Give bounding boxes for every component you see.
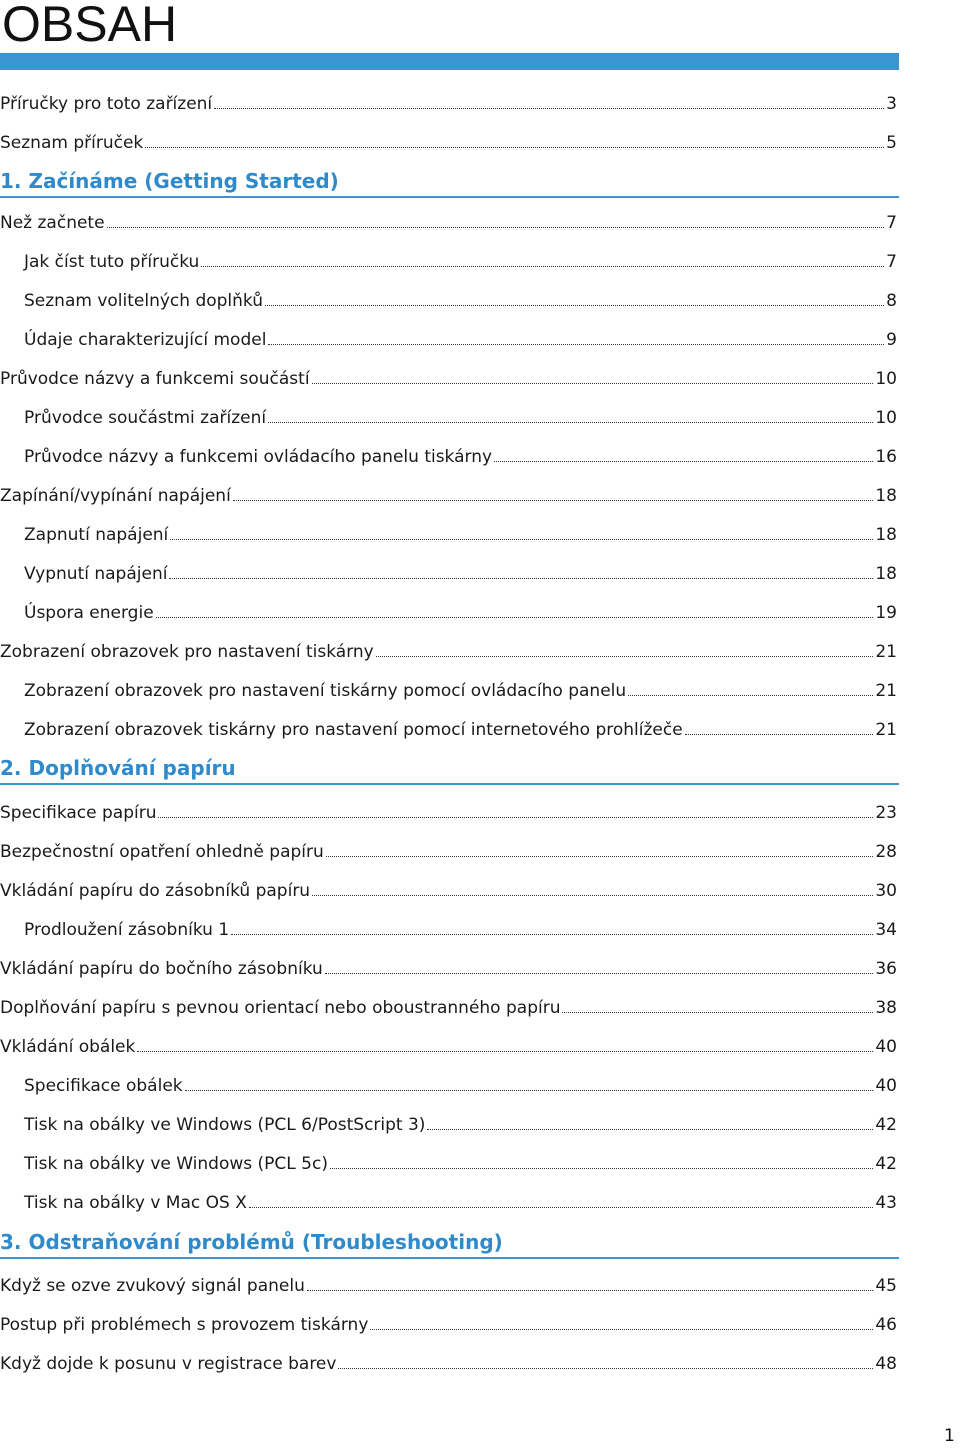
toc-entry-page: 21 bbox=[875, 681, 897, 701]
toc-subentry[interactable] bbox=[0, 247, 897, 273]
toc-entry-page: 45 bbox=[875, 1276, 897, 1296]
dot-leader bbox=[170, 539, 873, 540]
toc-subentry[interactable] bbox=[0, 286, 897, 312]
toc-entry-page: 46 bbox=[875, 1315, 897, 1335]
chapter-heading: 3. Odstraňování problémů (Troubleshooting) bbox=[0, 1227, 899, 1259]
toc-entry-page: 40 bbox=[875, 1076, 897, 1096]
toc-entry[interactable] bbox=[0, 837, 897, 863]
toc-entry-label: Tisk na obálky ve Windows (PCL 5c) bbox=[24, 1154, 328, 1174]
toc-entry-label: Seznam volitelných doplňků bbox=[24, 291, 264, 311]
toc-entry-page: 18 bbox=[875, 486, 897, 506]
dot-leader bbox=[231, 934, 873, 935]
toc-entry-page: 10 bbox=[875, 408, 897, 428]
dot-leader bbox=[265, 305, 884, 306]
toc-entry[interactable] bbox=[0, 128, 897, 154]
toc-entry-page: 48 bbox=[875, 1354, 897, 1374]
toc-entry-page: 16 bbox=[875, 447, 897, 467]
toc-entry-page: 42 bbox=[875, 1115, 897, 1135]
page-number: 1 bbox=[944, 1426, 955, 1446]
toc-entry-label: Tisk na obálky ve Windows (PCL 6/PostScript 3) bbox=[24, 1115, 426, 1135]
dot-leader bbox=[214, 108, 884, 109]
toc-entry-page: 21 bbox=[875, 720, 897, 740]
toc-entry-label: Specifikace papíru bbox=[0, 803, 157, 823]
toc-entry-label: Zobrazení obrazovek pro nastavení tiskárny bbox=[0, 642, 374, 662]
toc-subentry[interactable] bbox=[0, 1149, 897, 1175]
dot-leader bbox=[268, 344, 884, 345]
dot-leader bbox=[249, 1207, 874, 1208]
toc-subentry[interactable] bbox=[0, 598, 897, 624]
toc-entry-label: Seznam příruček bbox=[0, 133, 144, 153]
dot-leader bbox=[169, 578, 873, 579]
toc-entry-label: Jak číst tuto příručku bbox=[24, 252, 200, 272]
toc-entry-label: Doplňování papíru s pevnou orientací nebo oboustranného papíru bbox=[0, 998, 561, 1018]
dot-leader bbox=[201, 266, 884, 267]
toc-subentry[interactable] bbox=[0, 1110, 897, 1136]
toc-entry-page: 21 bbox=[875, 642, 897, 662]
toc-entry-page: 8 bbox=[886, 291, 897, 311]
toc-entry-label: Vkládání papíru do zásobníků papíru bbox=[0, 881, 311, 901]
toc-subentry[interactable] bbox=[0, 520, 897, 546]
dot-leader bbox=[326, 856, 874, 857]
toc-entry-label: Zapínání/vypínání napájení bbox=[0, 486, 231, 506]
dot-leader bbox=[137, 1051, 873, 1052]
toc-entry-label: Vkládání papíru do bočního zásobníku bbox=[0, 959, 323, 979]
toc-entry-label: Prodloužení zásobníku 1 bbox=[24, 920, 230, 940]
toc-entry[interactable] bbox=[0, 208, 897, 234]
dot-leader bbox=[376, 656, 874, 657]
dot-leader bbox=[268, 422, 873, 423]
dot-leader bbox=[156, 617, 874, 618]
toc-entry-page: 38 bbox=[875, 998, 897, 1018]
toc-subentry[interactable] bbox=[0, 715, 897, 741]
toc-entry-page: 23 bbox=[875, 803, 897, 823]
toc-subentry[interactable] bbox=[0, 559, 897, 585]
toc-subentry[interactable] bbox=[0, 442, 897, 468]
dot-leader bbox=[562, 1012, 873, 1013]
toc-entry[interactable] bbox=[0, 1310, 897, 1336]
dot-leader bbox=[233, 500, 874, 501]
dot-leader bbox=[185, 1090, 874, 1091]
toc-entry[interactable] bbox=[0, 1271, 897, 1297]
toc-subentry[interactable] bbox=[0, 676, 897, 702]
toc-entry-page: 3 bbox=[886, 94, 897, 114]
toc-entry[interactable] bbox=[0, 798, 897, 824]
toc-entry-page: 10 bbox=[875, 369, 897, 389]
toc-entry-label: Vkládání obálek bbox=[0, 1037, 136, 1057]
toc-entry-label: Údaje charakterizující model bbox=[24, 330, 267, 350]
toc-entry-label: Vypnutí napájení bbox=[24, 564, 168, 584]
toc-entry-page: 34 bbox=[875, 920, 897, 940]
dot-leader bbox=[307, 1290, 874, 1291]
toc-entry[interactable] bbox=[0, 1032, 897, 1058]
dot-leader bbox=[325, 973, 874, 974]
toc-entry-page: 36 bbox=[875, 959, 897, 979]
toc-entry[interactable] bbox=[0, 954, 897, 980]
dot-leader bbox=[427, 1129, 873, 1130]
toc-entry-label: Průvodce názvy a funkcemi součástí bbox=[0, 369, 310, 389]
toc-entry-page: 18 bbox=[875, 564, 897, 584]
toc-entry[interactable] bbox=[0, 89, 897, 115]
toc-entry[interactable] bbox=[0, 1349, 897, 1375]
toc-entry[interactable] bbox=[0, 364, 897, 390]
toc-entry[interactable] bbox=[0, 876, 897, 902]
toc-entry[interactable] bbox=[0, 481, 897, 507]
toc-entry-page: 7 bbox=[886, 252, 897, 272]
toc-entry-label: Tisk na obálky v Mac OS X bbox=[24, 1193, 247, 1213]
toc-entry-label: Když se ozve zvukový signál panelu bbox=[0, 1276, 305, 1296]
toc-entry-page: 40 bbox=[875, 1037, 897, 1057]
toc-entry-label: Zobrazení obrazovek tiskárny pro nastavení pomocí internetového prohlížeče bbox=[24, 720, 683, 740]
dot-leader bbox=[312, 383, 874, 384]
toc-entry-page: 43 bbox=[875, 1193, 897, 1213]
chapter-heading: 1. Začínáme (Getting Started) bbox=[0, 166, 899, 198]
toc-entry-page: 28 bbox=[875, 842, 897, 862]
toc-entry-label: Příručky pro toto zařízení bbox=[0, 94, 213, 114]
toc-entry-page: 5 bbox=[886, 133, 897, 153]
toc-subentry[interactable] bbox=[0, 1071, 897, 1097]
dot-leader bbox=[370, 1329, 873, 1330]
toc-entry-label: Bezpečnostní opatření ohledně papíru bbox=[0, 842, 324, 862]
toc-entry-page: 42 bbox=[875, 1154, 897, 1174]
toc-subentry[interactable] bbox=[0, 325, 897, 351]
toc-subentry[interactable] bbox=[0, 1188, 897, 1214]
dot-leader bbox=[628, 695, 873, 696]
dot-leader bbox=[494, 461, 873, 462]
toc-entry-page: 7 bbox=[886, 213, 897, 233]
toc-entry-label: Zobrazení obrazovek pro nastavení tiskárny pomocí ovládacího panelu bbox=[24, 681, 627, 701]
toc-entry-page: 9 bbox=[886, 330, 897, 350]
toc-entry-page: 18 bbox=[875, 525, 897, 545]
toc-entry-label: Specifikace obálek bbox=[24, 1076, 183, 1096]
toc-entry-label: Když dojde k posunu v registrace barev bbox=[0, 1354, 337, 1374]
dot-leader bbox=[685, 734, 874, 735]
toc-entry-page: 30 bbox=[875, 881, 897, 901]
dot-leader bbox=[312, 895, 873, 896]
dot-leader bbox=[145, 147, 884, 148]
dot-leader bbox=[107, 227, 885, 228]
toc-entry-label: Průvodce součástmi zařízení bbox=[24, 408, 267, 428]
toc-entry[interactable] bbox=[0, 637, 897, 663]
page-title: OBSAH bbox=[2, 0, 178, 52]
dot-leader bbox=[330, 1168, 873, 1169]
dot-leader bbox=[338, 1368, 873, 1369]
toc-entry-label: Zapnutí napájení bbox=[24, 525, 169, 545]
chapter-heading: 2. Doplňování papíru bbox=[0, 753, 899, 785]
toc-entry-page: 19 bbox=[875, 603, 897, 623]
toc-entry-label: Průvodce názvy a funkcemi ovládacího panelu tiskárny bbox=[24, 447, 493, 467]
toc-subentry[interactable] bbox=[0, 403, 897, 429]
toc-entry[interactable] bbox=[0, 993, 897, 1019]
dot-leader bbox=[158, 817, 873, 818]
toc-entry-label: Než začnete bbox=[0, 213, 105, 233]
toc-entry-label: Úspora energie bbox=[24, 603, 154, 623]
toc-subentry[interactable] bbox=[0, 915, 897, 941]
toc-entry-label: Postup při problémech s provozem tiskárny bbox=[0, 1315, 369, 1335]
